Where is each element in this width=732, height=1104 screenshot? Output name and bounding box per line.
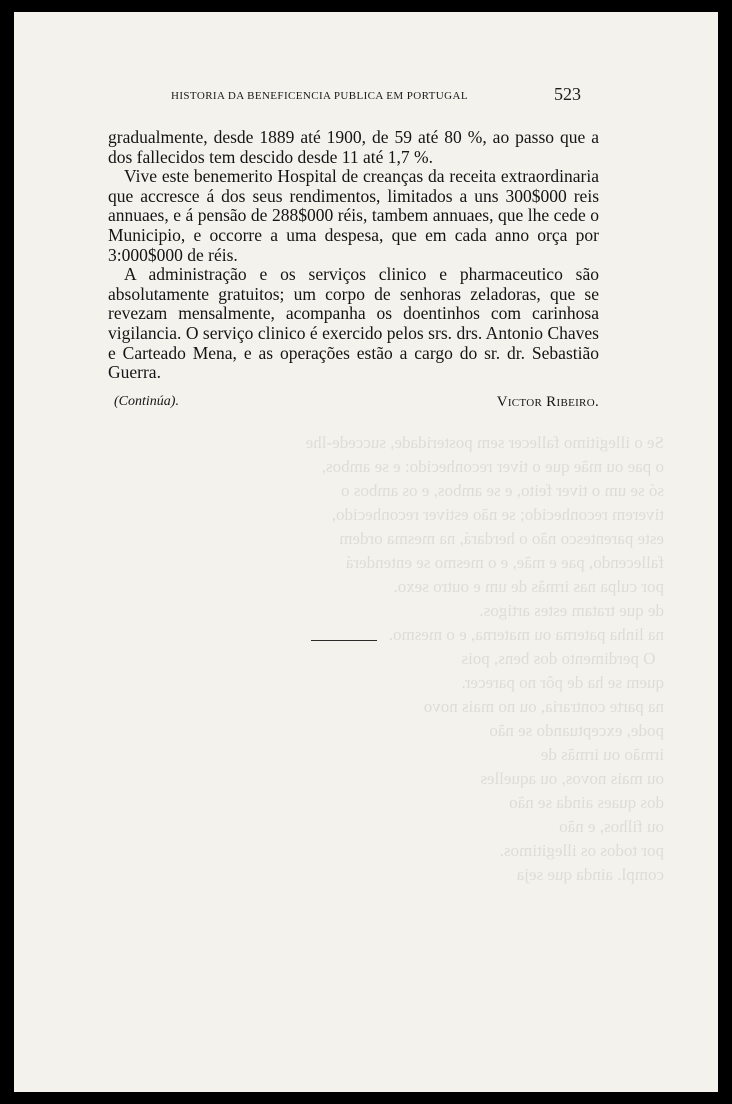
page-number: 523: [554, 84, 581, 104]
document-page: [14, 12, 718, 1092]
paragraph: Vive este benemerito Hospital de creanças da receita extraordinaria que accresce á dos seus rendimentos, limitados a uns 300$000 reis annuaes, e á pensão de 288$000 réis, tambem annuaes, que lhe cede o Municipio, e occorre a uma despesa, que em cada anno orça por 3:000$000 de réis.: [108, 166, 599, 265]
running-header: HISTORIA DA BENEFICENCIA PUBLICA EM PORTUGAL: [171, 90, 468, 102]
article-body: [108, 128, 599, 383]
bleed-through-texture: Se o illegitimo fallecer sem posteridade, succede-lhe o pae ou mãe que o tiver reconhecido: e se ambos, só se um o tiver feito, e se ambos, e os ambos o tiverem reconhecido; se não estiver reconhecido, este parentesco não o herdará, na mesma ordem fallecendo, pae e mãe, e o mesmo se entenderá por culpa nas irmãs de um e outro sexo. de que tratam estes artigos. na linha paterna ou materna, e o mesmo. O perdimento dos bens, pois quem se ha de pôr no parecer. na parte contraria, ou no mais novo pode, exceptuando se não irmão ou irmãs de ou mais novos, ou aquelles dos quaes ainda se não ou filhos, e não por todos os illegitimos. compl. ainda que seja: [305, 433, 664, 884]
continued-note: (Continúa).: [114, 394, 179, 409]
paragraph: gradualmente, desde 1889 até 1900, de 59 até 80 %, ao passo que a dos fallecidos tem descido desde 11 até 1,7 %.: [108, 127, 599, 167]
author-signature: Victor Ribeiro.: [496, 394, 599, 410]
section-divider: [311, 640, 377, 641]
paragraph: A administração e os serviços clinico e pharmaceutico são absolutamente gratuitos; um corpo de senhoras zeladoras, que se revezam mensalmente, acompanha os doentinhos com carinhosa vigilancia. O serviço clinico é exercido pelos srs. drs. Antonio Chaves e Carteado Mena, e as operações estão a cargo do sr. dr. Sebastião Guerra.: [108, 264, 599, 383]
